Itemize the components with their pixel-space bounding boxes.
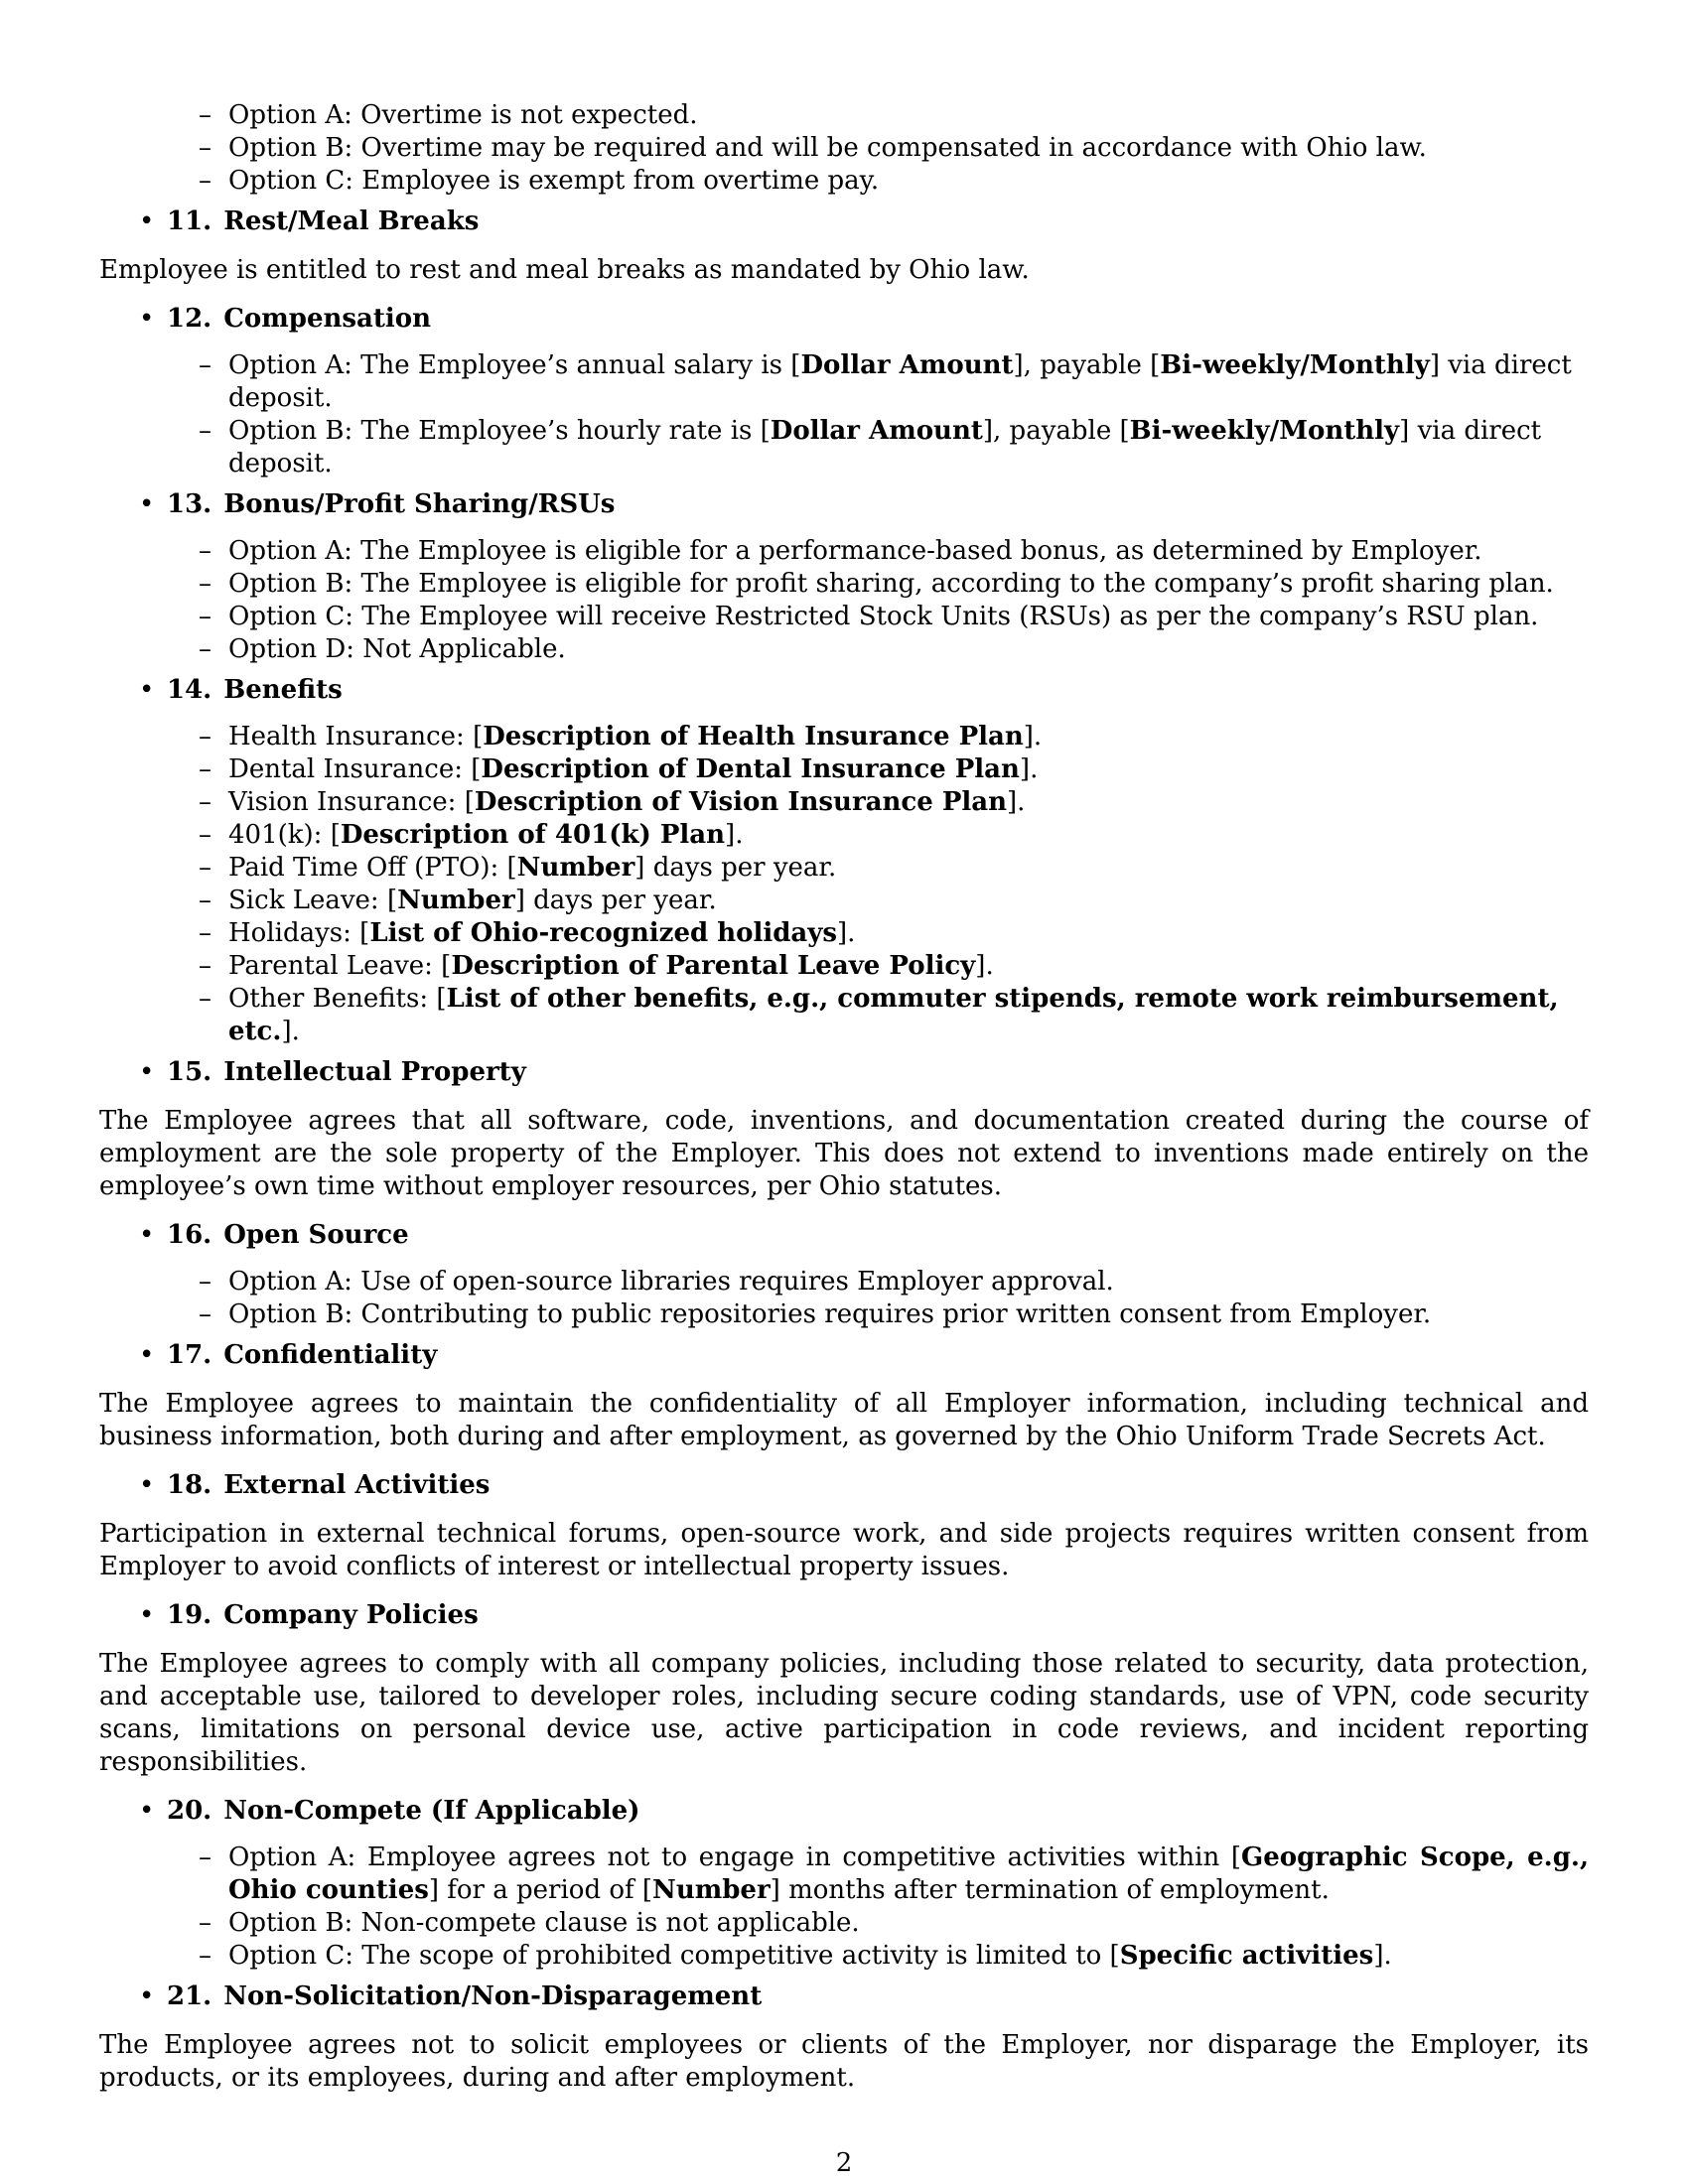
section-15-text: The Employee agrees that all software, code, inventions, and documentation created during the course of employment are the sole property of the Employer. This does not extend to inventions made entirely on the employee’s own time without employer resources, per Ohio statutes.	[99, 1106, 1589, 1201]
list-item: – Option C: The Employee will receive Restricted Stock Units (RSUs) as per the company’s RSU plan.	[228, 601, 1589, 633]
list-item: – Option B: The Employee is eligible for profit sharing, according to the company’s profit sharing plan.	[228, 568, 1589, 601]
list-item: – Option A: The Employee is eligible for a performance-based bonus, as determined by Employer.	[228, 535, 1589, 568]
compensation-options	[99, 349, 1589, 480]
open-source-options	[99, 1266, 1589, 1331]
list-item: – Holidays: [List of Ohio-recognized holidays].	[228, 917, 1589, 950]
section-13-heading: • 13. Bonus/Profit Sharing/RSUs	[99, 488, 1589, 521]
list-item: – Sick Leave: [Number] days per year.	[228, 885, 1589, 917]
list-item: – Option B: Non-compete clause is not applicable.	[228, 1907, 1589, 1940]
section-12-heading: • 12. Compensation	[99, 303, 1589, 336]
list-item: – 401(k): [Description of 401(k) Plan].	[228, 819, 1589, 852]
list-item: – Option A: Overtime is not expected.	[228, 99, 1589, 132]
page-number: 2	[835, 2148, 853, 2178]
section-21-text: The Employee agrees not to solicit employees or clients of the Employer, nor disparage the Employer, its products, or its employees, during and after employment.	[99, 2030, 1589, 2093]
list-item: – Option C: Employee is exempt from overtime pay.	[228, 165, 1589, 198]
overtime-options	[99, 99, 1589, 198]
section-18-heading: • 18. External Activities	[99, 1469, 1589, 1502]
list-item: – Option D: Not Applicable.	[228, 633, 1589, 666]
list-item: – Parental Leave: [Description of Parental Leave Policy].	[228, 950, 1589, 983]
section-11-text: Employee is entitled to rest and meal breaks as mandated by Ohio law.	[99, 255, 1030, 285]
list-item: – Option A: The Employee’s annual salary is [Dollar Amount], payable [Bi-weekly/Monthly] via direct deposit.	[228, 349, 1589, 415]
bonus-options	[99, 535, 1589, 666]
list-item: – Dental Insurance: [Description of Dental Insurance Plan].	[228, 753, 1589, 786]
list-item: – Option A: Employee agrees not to engage in competitive activities within [Geographic Scope, e.g., Ohio counties] for a period of [Number] months after termination of employment.	[228, 1842, 1589, 1907]
section-19-heading: • 19. Company Policies	[99, 1599, 1589, 1632]
section-18-text: Participation in external technical forums, open-source work, and side projects requires written consent from Employer to avoid conflicts of interest or intellectual property issues.	[99, 1519, 1589, 1581]
section-14-heading: • 14. Benefits	[99, 674, 1589, 707]
section-20-heading: • 20. Non-Compete (If Applicable)	[99, 1795, 1589, 1828]
list-item: – Option B: Overtime may be required and will be compensated in accordance with Ohio law.	[228, 132, 1589, 165]
list-item: – Paid Time Off (PTO): [Number] days per year.	[228, 852, 1589, 885]
section-19-text: The Employee agrees to comply with all company policies, including those related to security, data protection, and acceptable use, tailored to developer roles, including secure coding standards, use of VPN, code security scans, limitations on personal device use, active participation in code reviews, and incident reporting responsibilities.	[99, 1649, 1589, 1777]
section-15-heading: • 15. Intellectual Property	[99, 1056, 1589, 1089]
list-item: – Other Benefits: [List of other benefits, e.g., commuter stipends, remote work reimbursement, etc.].	[228, 983, 1589, 1048]
section-21-heading: • 21. Non-Solicitation/Non-Disparagement	[99, 1980, 1589, 2013]
list-item: – Option C: The scope of prohibited competitive activity is limited to [Specific activities].	[228, 1940, 1589, 1973]
list-item: – Vision Insurance: [Description of Vision Insurance Plan].	[228, 786, 1589, 819]
list-item: – Option B: Contributing to public repositories requires prior written consent from Employer.	[228, 1298, 1589, 1331]
list-item: – Option A: Use of open-source libraries requires Employer approval.	[228, 1266, 1589, 1298]
list-item: – Health Insurance: [Description of Health Insurance Plan].	[228, 721, 1589, 753]
section-11-heading: • 11. Rest/Meal Breaks	[99, 205, 1589, 238]
list-item: – Option B: The Employee’s hourly rate is [Dollar Amount], payable [Bi-weekly/Monthly] via direct deposit.	[228, 415, 1589, 480]
non-compete-options	[99, 1842, 1589, 1973]
section-16-heading: • 16. Open Source	[99, 1219, 1589, 1252]
section-17-text: The Employee agrees to maintain the confidentiality of all Employer information, including technical and business information, both during and after employment, as governed by the Ohio Uniform Trade Secrets Act.	[99, 1389, 1589, 1451]
section-17-heading: • 17. Confidentiality	[99, 1339, 1589, 1372]
benefits-list	[99, 721, 1589, 1048]
